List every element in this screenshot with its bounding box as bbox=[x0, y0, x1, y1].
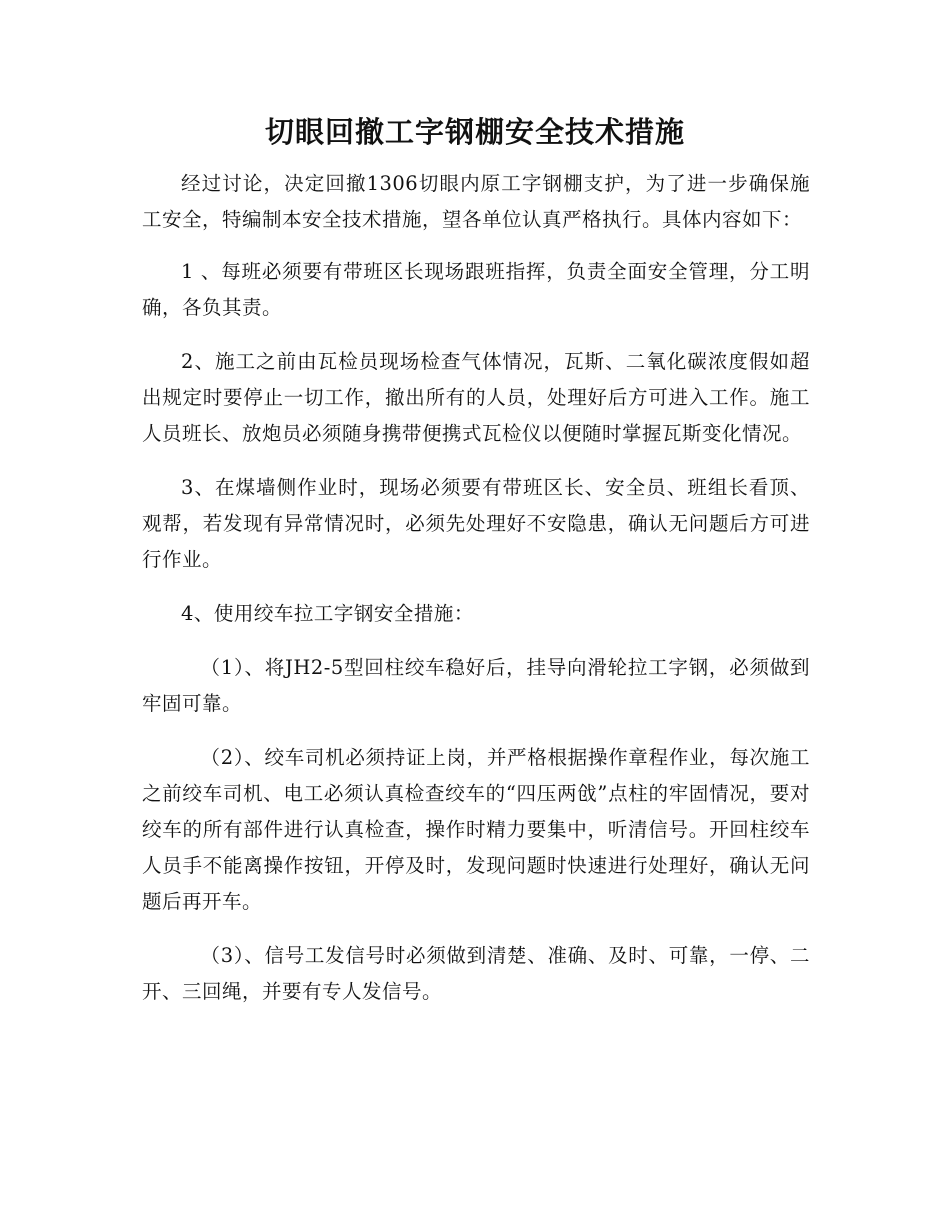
paragraph-item-1: 1 、每班必须要有带班区长现场跟班指挥，负责全面安全管理，分工明确，各负其责。 bbox=[142, 260, 810, 319]
paragraph-item-4: 4、使用绞车拉工字钢安全措施： bbox=[181, 602, 474, 625]
paragraph-item-2: 2、施工之前由瓦检员现场检查气体情况，瓦斯、二氧化碳浓度假如超出规定时要停止一切工作，撤出所有的人员，处理好后方可进入工作。施工人员班长、放炮员必须随身携带便携式瓦检仪以便随时掌握瓦斯变化情况。 bbox=[142, 350, 810, 445]
paragraph-intro: 经过讨论，决定回撤1306切眼内原工字钢棚支护，为了进一步确保施工安全，特编制本安全技术措施，望各单位认真严格执行。具体内容如下： bbox=[142, 172, 810, 231]
document-title: 切眼回撤工字钢棚安全技术措施 bbox=[264, 115, 685, 149]
paragraph-subitem-1: （1）、将JH2-5型回柱绞车稳好后，挂导向滑轮拉工字钢，必须做到牢固可靠。 bbox=[142, 656, 810, 715]
paragraph-subitem-3: （3）、信号工发信号时必须做到清楚、准确、及时、可靠，一停、二开、三回绳，并要有专人发信号。 bbox=[142, 944, 810, 1003]
document-body bbox=[142, 166, 810, 1010]
paragraph-subitem-2: （2）、绞车司机必须持证上岗，并严格根据操作章程作业，每次施工之前绞车司机、电工必须认真检查绞车的“四压两戗”点柱的牢固情况，要对绞车的所有部件进行认真检查，操作时精力要集中，听清信号。开回柱绞车人员手不能离操作按钮，开停及时，发现问题时快速进行处理好，确认无问题后再开车。 bbox=[142, 746, 810, 913]
paragraph-item-3: 3、在煤墙侧作业时，现场必须要有带班区长、安全员、班组长看顶、观帮，若发现有异常情况时，必须先处理好不安隐患，确认无问题后方可进行作业。 bbox=[142, 476, 810, 571]
